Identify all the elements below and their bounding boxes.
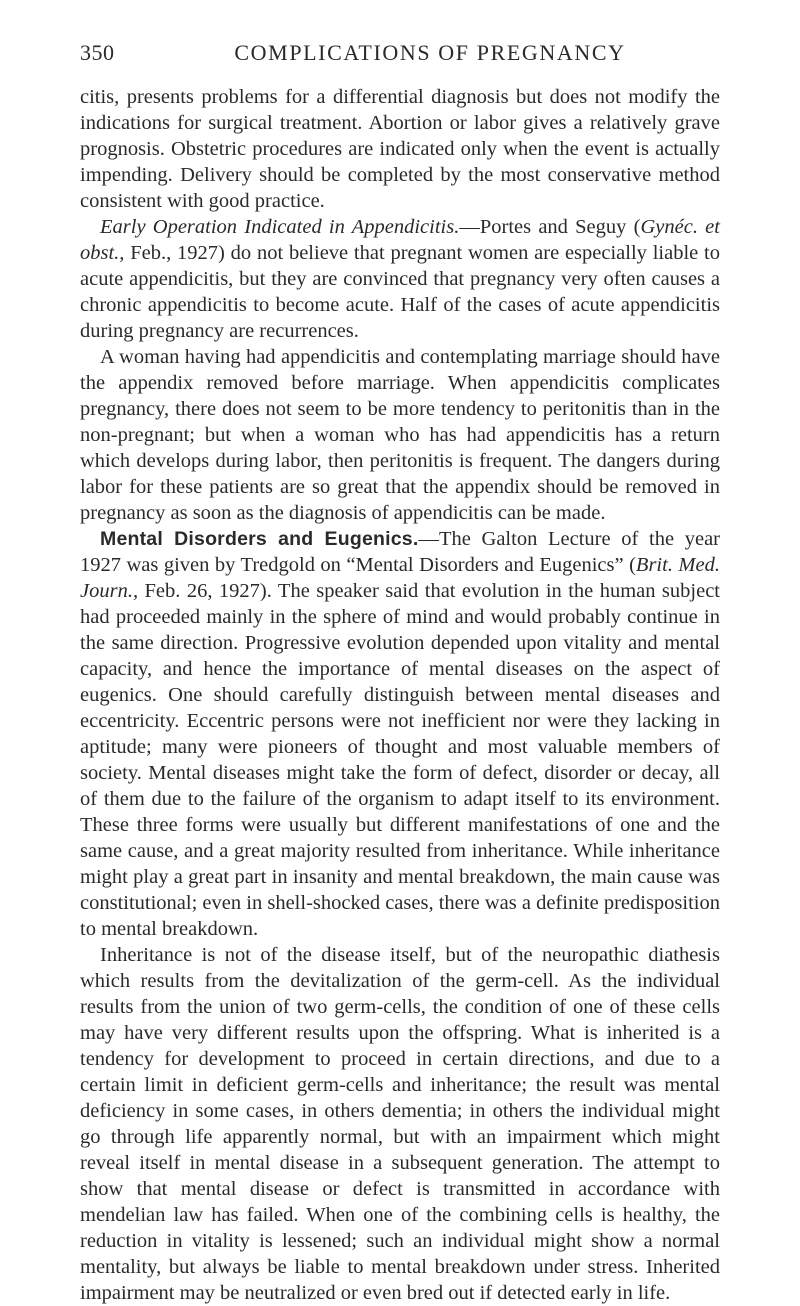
paragraph-5: Inheritance is not of the disease itself, but of the neuropathic diathesis which results from the devitalization of the germ-cell. As the individual results from the union of two germ-cells, the condition of one of these cells may have very different results upon the offspring. What is inherited is a tendency for development to proceed in certain directions, and due to a certain limit in deficient germ-cells and inheritance; the result was mental deficiency in some cases, in others dementia; in others the individual might go through life apparently normal, but with an impairment which might reveal itself in mental disease in a subsequent generation. The attempt to show that mental disease or defect is transmitted in accordance with mendelian law has failed. When one of the combining cells is healthy, the reduction in vitality is lessened; such an individual might show a normal mentality, but always be liable to mental breakdown under stress. Inherited impairment may be neutralized or even bred out if detected early in life.	[80, 944, 720, 1304]
paragraph-1: citis, presents problems for a differential diagnosis but does not modify the indications for surgical treatment. Abortion or labor gives a relatively grave prognosis. Obstetric procedures are indicated only when the event is actually impending. Delivery should be completed by the most conservative method consistent with good practice.	[80, 86, 720, 212]
paragraph-4-lead: —The Galton Lecture of the year 1927 was given by Tredgold on “Mental Disorders and Eugenics” (	[80, 528, 721, 576]
section-title-appendicitis: Early Operation Indicated in Appendicitis.	[100, 216, 460, 238]
paragraph-2	[80, 214, 720, 344]
journal-citation: Gynéc. et obst.,	[80, 216, 720, 264]
paragraph-4-text: Feb. 26, 1927). The speaker said that evolution in the human subject had proceeded mainly in the sphere of mind and would probably continue in the same direction. Progressive evolution depended upon vitality and mental capacity, and hence the importance of mental diseases on the aspect of eugenics. One should carefully distinguish between mental diseases and eccentricity. Eccentric persons were not inefficient nor were they lacking in aptitude; many were pioneers of thought and most valuable members of society. Mental diseases might take the form of defect, disorder or decay, all of them due to the failure of the organism to adapt itself to its environment. These three forms were usually but different manifestations of one and the same cause, and a great majority resulted from inheritance. While inheritance might play a great part in insanity and mental breakdown, the main cause was constitutional; even in shell-shocked cases, there was a definite predisposition to mental breakdown.	[80, 580, 720, 940]
journal-citation: Brit. Med. Journ.,	[80, 554, 720, 602]
paragraph-3: A woman having had appendicitis and contemplating marriage should have the appendix removed before marriage. When appendicitis complicates pregnancy, there does not seem to be more tendency to peritonitis than in the non-pregnant; but when a woman who has had appendicitis has a return which develops during labor, then peritonitis is frequent. The dangers during labor for these patients are so great that the appendix should be removed in pregnancy as soon as the diagnosis of appendicitis can be made.	[80, 346, 720, 524]
running-title: COMPLICATIONS OF PREGNANCY	[234, 40, 626, 65]
paragraph-2-lead: —Portes and Seguy (	[459, 216, 641, 238]
section-heading-mental-disorders: Mental Disorders and Eugenics.	[100, 528, 419, 550]
paragraph-4	[80, 526, 720, 942]
page-header	[80, 40, 720, 70]
page-body	[80, 84, 720, 1306]
page-number: 350	[80, 40, 115, 65]
paragraph-2-text: Feb., 1927) do not believe that pregnant women are especially liable to acute appendicitis, but they are convinced that pregnancy very often causes a chronic appendicitis to become acute. Half of the cases of acute appendicitis during pregnancy are recurrences.	[80, 242, 720, 342]
